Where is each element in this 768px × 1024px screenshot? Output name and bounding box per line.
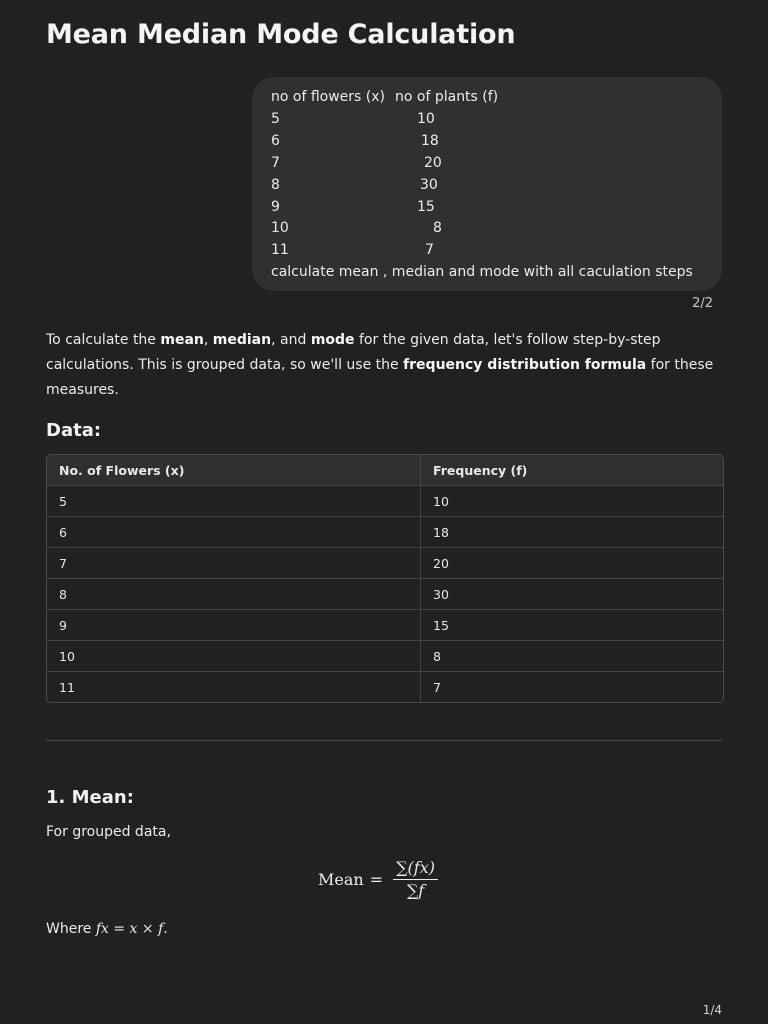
table-cell-x: 7 [47,548,421,579]
table-cell-x: 6 [47,517,421,548]
column-header-flowers: No. of Flowers (x) [47,455,421,486]
where-expression: fx = x × f [95,921,164,937]
user-message-f: 8 [433,220,442,237]
section-divider [46,740,722,741]
formula-lhs: Mean [318,869,364,889]
table-row [47,548,723,579]
intro-bold-mode: mode [310,332,355,348]
formula-fraction [393,858,438,900]
table-row [47,517,723,548]
where-prefix: Where [46,921,96,937]
table-cell-f: 8 [421,641,724,672]
table-row [47,672,723,703]
table-cell-f: 20 [421,548,724,579]
table-cell-f: 7 [433,679,441,695]
user-message-header-f: no of plants (f) [395,89,499,105]
data-table [46,454,724,703]
intro-bold-mean: mean [160,332,204,348]
intro-bold-median: median [212,332,272,348]
user-message-row [271,153,703,175]
user-message-f: 7 [425,242,434,259]
formula-equals: = [369,869,384,889]
user-message-bubble [252,77,722,291]
user-message-row [271,109,703,131]
table-cell-x: 10 [47,641,421,672]
user-message-f: 20 [424,154,442,171]
user-message-row [271,131,703,153]
user-message-x: 5 [271,110,280,127]
user-message-row [271,240,703,262]
user-message-row [271,197,703,219]
table-cell-f: 10 [421,486,724,517]
mean-formula [318,858,438,900]
table-cell-x: 11 [47,672,421,703]
user-message-row [271,175,703,197]
response-version-indicator[interactable]: 2/2 [692,296,713,311]
user-message-header [271,87,703,109]
intro-bold-formula: frequency distribution formula [403,357,647,373]
grouped-data-text: For grouped data, [46,824,171,840]
user-message-x: 6 [271,132,280,149]
intro-text: , and [271,332,311,348]
user-message-x: 11 [271,242,289,259]
formula-numerator: ∑(fx) [393,858,438,880]
column-header-frequency: Frequency (f) [421,455,724,486]
user-message-f: 30 [420,176,438,193]
where-text [46,921,168,937]
user-message-f: 18 [421,132,439,149]
table-row [47,486,723,517]
table-cell-x: 5 [47,486,421,517]
user-message-f: 15 [417,198,435,215]
data-heading: Data: [46,420,102,441]
intro-text: , [203,332,213,348]
table-cell-x: 8 [47,579,421,610]
where-suffix: . [163,921,168,937]
table-row [47,610,723,641]
user-message-f: 10 [417,110,435,127]
user-message-x: 7 [271,154,280,171]
intro-text: for the given data, let's follow step-by-step calculations. This is grouped data, so we'll use the [46,332,661,373]
user-message-x: 10 [271,220,289,237]
user-message-x: 9 [271,198,280,215]
user-message-request: calculate mean , median and mode with all caculation steps [271,264,693,281]
intro-paragraph [46,328,726,403]
user-message-row [271,218,703,240]
mean-heading: 1. Mean: [46,787,134,808]
table-cell-f: 30 [421,579,724,610]
intro-text: To calculate the [46,332,161,348]
table-cell-f: 15 [421,610,724,641]
table-cell-x: 9 [47,610,421,641]
page-indicator: 1/4 [702,1003,722,1017]
page-title: Mean Median Mode Calculation [46,19,516,50]
user-message-header-x: no of flowers (x) [271,89,385,105]
intro-text: for these measures. [46,357,714,398]
user-message-x: 8 [271,176,280,193]
table-row [47,641,723,672]
formula-denominator: ∑f [406,881,425,900]
table-row [47,579,723,610]
table-cell-f: 18 [421,517,724,548]
table-header-row [47,455,723,486]
